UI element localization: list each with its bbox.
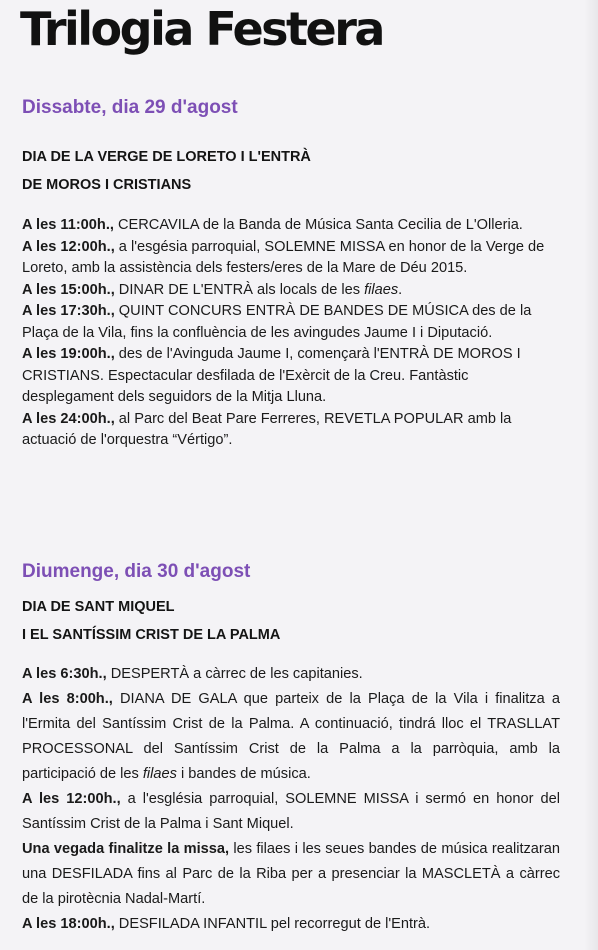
- entry-time: A les 12:00h.,: [22, 791, 121, 807]
- entry-time: A les 18:00h.,: [22, 916, 115, 932]
- entry-text: DESFILADA INFANTIL pel recorregut de l'Entrà.: [114, 916, 431, 932]
- entry-time: A les 24:00h.,: [22, 410, 115, 427]
- event-title-line: I EL SANTÍSSIM CRIST DE LA PALMA: [22, 627, 281, 643]
- schedule-entry: [22, 301, 560, 344]
- schedule-entry: [22, 687, 560, 787]
- schedule-entry: [22, 215, 560, 237]
- entry-time: A les 11:00h.,: [22, 217, 114, 233]
- event-title-sunday: [22, 593, 582, 649]
- entry-text: a l'esgésia parroquial, SOLEMNE MISSA en honor de la Verge de Loreto, amb la assistència dels festers/eres de la Mare de Déu 2015.: [22, 238, 545, 276]
- entry-tail: .: [398, 281, 403, 298]
- schedule-entry: [22, 409, 560, 452]
- entry-time: A les 6:30h.,: [22, 666, 107, 682]
- schedule-sunday: [22, 662, 560, 937]
- event-title-saturday: [22, 143, 582, 199]
- entry-emphasis: filaes: [142, 766, 177, 782]
- entry-time: A les 12:00h.,: [22, 238, 115, 255]
- entry-text: DINAR DE L'ENTRÀ als locals de les: [114, 281, 365, 298]
- entry-text: CERCAVILA de la Banda de Música Santa Cecilia de L'Olleria.: [113, 217, 523, 233]
- schedule-entry: [22, 912, 560, 937]
- page-edge-shadow: [584, 0, 598, 950]
- entry-time: A les 19:00h.,: [22, 346, 115, 362]
- entry-text: a l'església parroquial, SOLEMNE MISSA i sermó en honor del Santíssim Crist de la Palma i Sant Miquel.: [22, 791, 560, 832]
- entry-emphasis: filaes: [364, 281, 399, 298]
- schedule-entry: [22, 280, 560, 302]
- entry-time: A les 17:30h.,: [22, 303, 115, 319]
- page-title: Trilogia Festera: [20, 2, 383, 56]
- schedule-entry: [22, 237, 560, 280]
- schedule-entry: [22, 662, 560, 687]
- schedule-saturday: [22, 215, 560, 452]
- event-title-line: DIA DE SANT MIQUEL: [22, 599, 175, 615]
- schedule-entry: [22, 344, 560, 409]
- entry-time: A les 8:00h.,: [22, 691, 113, 707]
- entry-text: DIANA DE GALA que parteix de la Plaça de la Vila i finalitza a l'Ermita del Santíssim Crist de la Palma. A continuació, tindrá lloc el TRASLLAT PROCESSONAL del Santíssim Crist de la Palma a la parròquia, amb la participació de les: [22, 691, 560, 782]
- event-title-line: DIA DE LA VERGE DE LORETO I L'ENTRÀ: [22, 149, 311, 165]
- entry-text: DESPERTÀ a càrrec de les capitanies.: [106, 666, 363, 682]
- schedule-entry: [22, 787, 560, 837]
- entry-text: QUINT CONCURS ENTRÀ DE BANDES DE MÚSICA des de la Plaça de la Vila, fins la confluència de les avingudes Jaume I i Diputació.: [22, 303, 532, 341]
- entry-text: des de l'Avinguda Jaume I, començarà l'ENTRÀ DE MOROS I CRISTIANS. Espectacular desfilada de l'Exèrcit de la Creu. Fantàstic desplegament dels seguidors de la Mitja Lluna.: [22, 346, 521, 405]
- schedule-entry: [22, 837, 560, 912]
- day-heading-saturday: Dissabte, dia 29 d'agost: [22, 97, 238, 118]
- entry-time: Una vegada finalitze la missa,: [22, 841, 230, 857]
- entry-text: al Parc del Beat Pare Ferreres, REVETLA POPULAR amb la actuació de l'orquestra “Vértigo”.: [22, 410, 512, 448]
- entry-time: A les 15:00h.,: [22, 281, 115, 298]
- entry-tail: i bandes de música.: [176, 766, 311, 782]
- entry-text: les filaes i les seues bandes de música realitzaran una DESFILADA fins al Parc de la Riba per a presenciar la MASCLETÀ a càrrec de la pirotècnia Nadal-Martí.: [22, 841, 560, 907]
- event-title-line: DE MOROS I CRISTIANS: [22, 177, 192, 193]
- day-heading-sunday: Diumenge, dia 30 d'agost: [22, 561, 251, 582]
